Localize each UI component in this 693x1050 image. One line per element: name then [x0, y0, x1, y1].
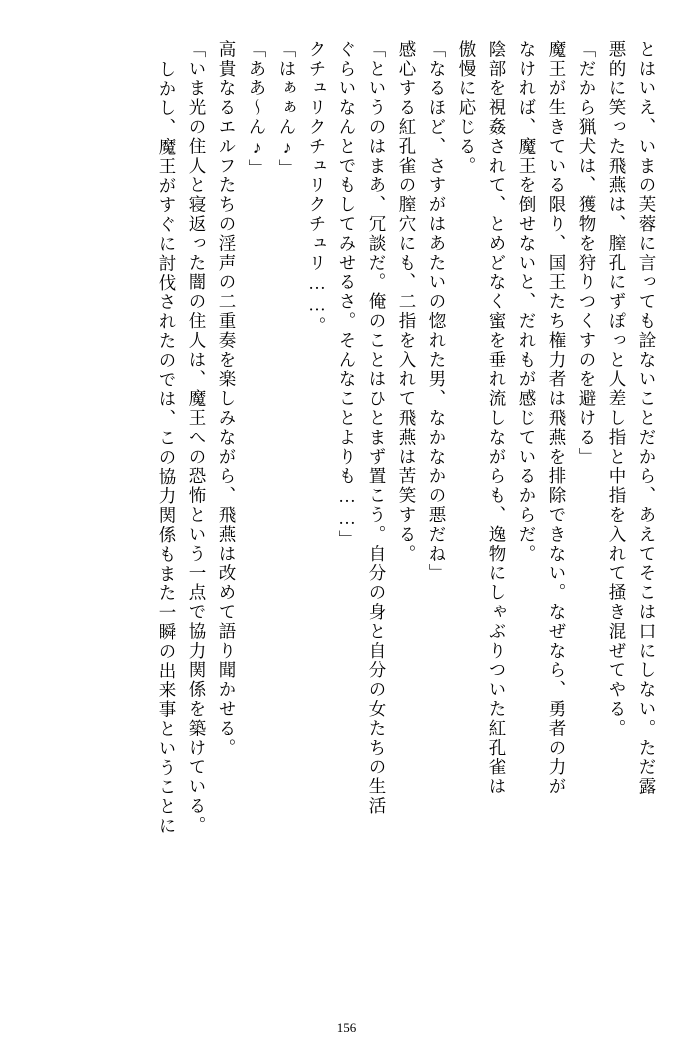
- text-line: 「はぁぁん♪」: [277, 40, 297, 179]
- text-line: 傲慢に応じる。: [457, 40, 477, 176]
- text-line: 陰部を視姦されて、とめどなく蜜を垂れ流しながらも、逸物にしゃぶりついた紅孔雀は: [487, 40, 507, 797]
- text-line: 「いま光の住人と寝返った闇の住人は、魔王への恐怖という一点で協力関係を築けている。: [187, 40, 207, 836]
- text-line: 「というのはまあ、冗談だ。俺のことはひとまず置こう。自分の身と自分の女たちの生活: [367, 40, 387, 816]
- text-line: なければ、魔王を倒せないと、だれもが感じているからだ。: [517, 40, 537, 564]
- text-line: 「だから猟犬は、獲物を狩りつくすのを避ける」: [577, 40, 597, 467]
- text-line: 「なるほど、さすがはあたいの惚れた男、なかなかの悪だね」: [427, 40, 447, 584]
- text-line: ぐらいなんとでもしてみせるさ。そんなことよりも……」: [337, 40, 357, 550]
- text-line: しかし、魔王がすぐに討伐されたのでは、この協力関係もまた一瞬の出来事ということに: [157, 60, 177, 836]
- text-line: とはいえ、いまの芙蓉に言っても詮ないことだから、あえてそこは口にしない。ただ露: [637, 40, 657, 797]
- text-line: クチュリクチュリクチュリ……。: [307, 40, 327, 336]
- text-line: 悪的に笑った飛燕は、膣孔にずぽっと人差し指と中指を入れて掻き混ぜてやる。: [607, 40, 627, 739]
- text-line: 高貴なるエルフたちの淫声の二重奏を楽しみながら、飛燕は改めて語り聞かせる。: [217, 40, 237, 758]
- text-line: 魔王が生きている限り、国王たち権力者は飛燕を排除できない。なぜなら、勇者の力が: [547, 40, 567, 797]
- page-number: 156: [336, 1020, 357, 1035]
- body-text-block: [38, 40, 655, 990]
- text-line: 感心する紅孔雀の膣穴にも、二指を入れて飛燕は苦笑する。: [397, 40, 417, 564]
- text-line: 「ああ～ん♪」: [247, 40, 267, 179]
